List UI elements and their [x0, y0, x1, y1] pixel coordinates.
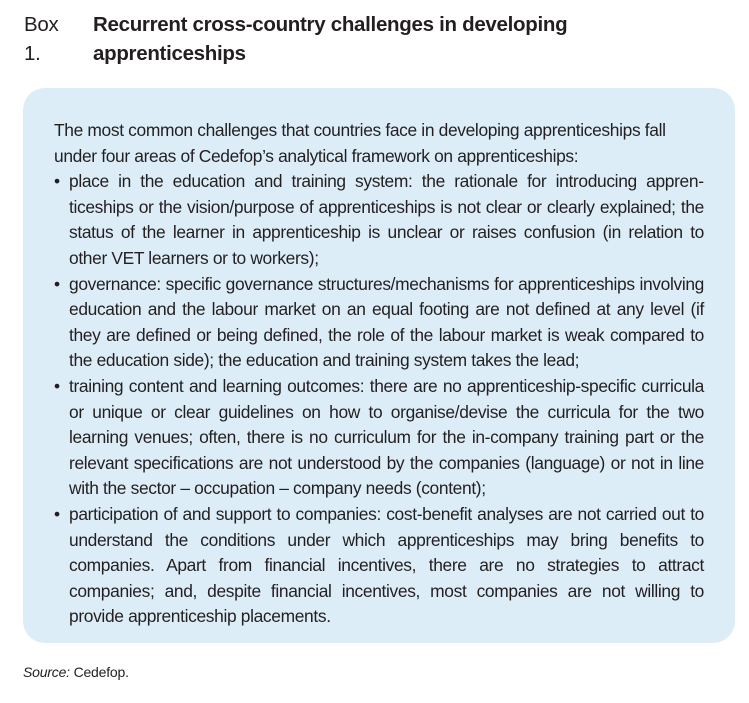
- source-note: [23, 664, 129, 680]
- source-value: Cedefop.: [73, 664, 129, 680]
- challenge-list: [54, 169, 704, 630]
- list-item-text: place in the education and training system: the rationale for introducing apprenticeships or the vision/purpose of apprenticeships is not clear or clearly explained; the status of the learner in apprenticeship is unclear or raises confusion (in relation to other VET learners or to workers);: [69, 171, 704, 268]
- list-item: [54, 272, 704, 374]
- bullet-icon: •: [54, 375, 60, 396]
- bullet-icon: •: [54, 171, 60, 192]
- source-label: Source:: [23, 664, 70, 680]
- list-item: [54, 374, 704, 502]
- box-title: Recurrent cross-country challenges in developing apprenticeships: [93, 13, 568, 65]
- list-item-text: governance: specific governance structures/mechanisms for apprenticeships involving education and the labour market on an equal footing are not defined at any level (if they are defined or being defined, the role of the labour market is weak compared to the education side); the education and training system takes the lead;: [69, 273, 704, 371]
- bullet-icon: •: [54, 503, 60, 524]
- list-item: [54, 502, 704, 630]
- list-item: [54, 169, 704, 271]
- box-content: [54, 118, 704, 630]
- bullet-icon: •: [54, 273, 60, 294]
- box-panel: [23, 88, 735, 643]
- intro-paragraph: The most common challenges that countries face in developing apprenticeships fall under four areas of Cedefop’s analytical framework on apprenticeships:: [54, 120, 666, 166]
- box-label: Box 1.: [24, 13, 59, 65]
- list-item-text: training content and learning outcomes: there are no apprenticeship-specific curricula or unique or clear guidelines on how to organise/devise the curricula for the two learning venues; often, there is no curriculum for the in-company training part or the relevant specifications are not understood by the companies (language) or not in line with the sector – occupation – company needs (content);: [69, 375, 704, 499]
- list-item-text: participation of and support to companies: cost-benefit analyses are not carried out to understand the conditions under which apprenticeships may bring benefits to companies. Apart from financial incentives, there are no strategies to attract companies; and, despite financial incentives, most companies are not willing to provide apprenticeship placements.: [69, 503, 704, 627]
